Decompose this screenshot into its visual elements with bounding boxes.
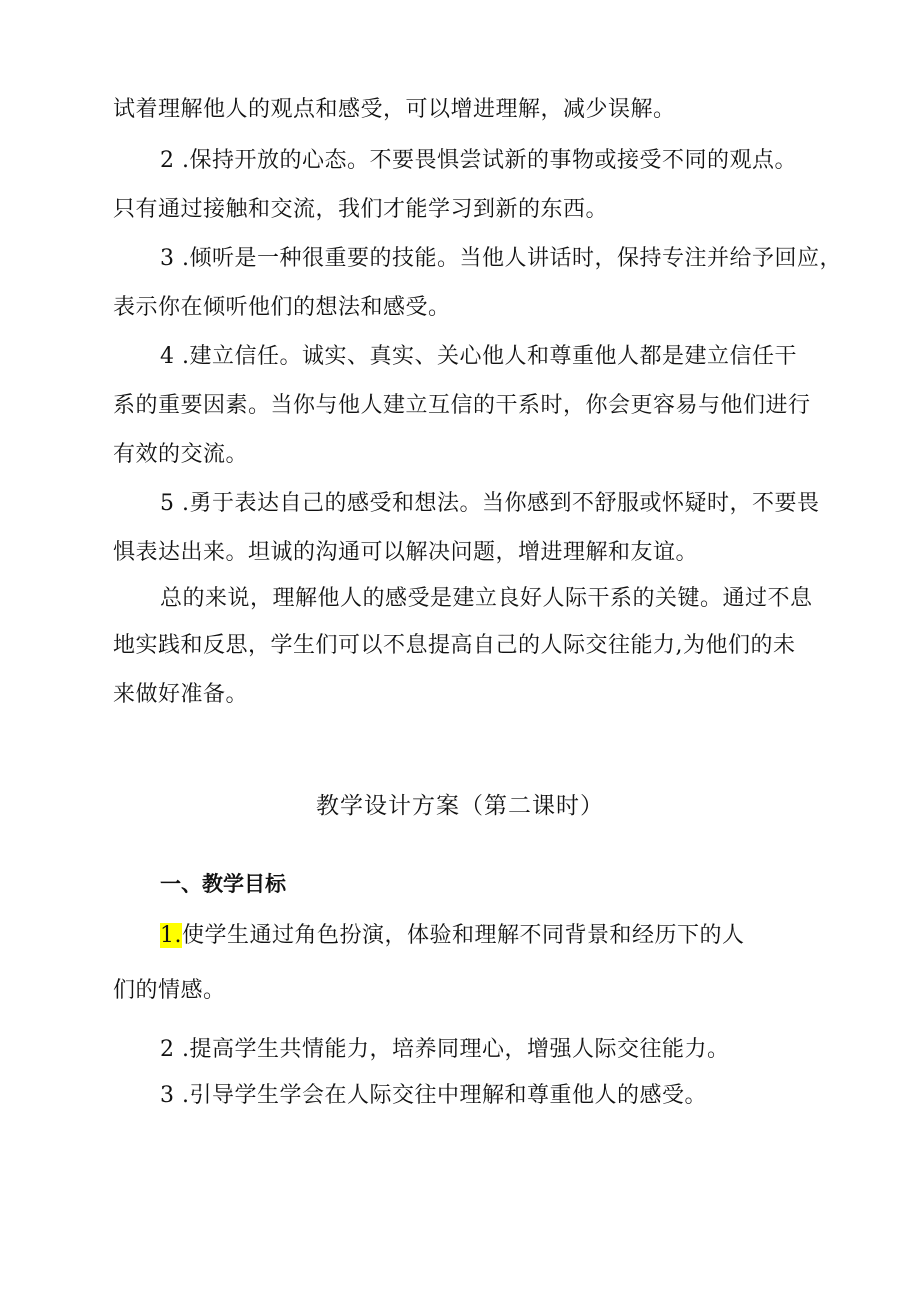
- objective-text: 使学生通过角色扮演，体验和理解不同背景和经历下的人: [182, 923, 745, 948]
- section-title: 教学设计方案（第二课时）: [316, 793, 604, 819]
- paragraph-line: 系的重要因素。当你与他人建立互信的干系时，你会更容易与他们进行: [113, 393, 811, 418]
- objective-item-1: [160, 920, 880, 952]
- paragraph-line: 5 .勇于表达自己的感受和想法。当你感到不舒服或怀疑时，不要畏: [160, 491, 820, 516]
- paragraph-line: 3 .倾听是一种很重要的技能。当他人讲话时，保持专注并给予回应，: [160, 246, 842, 271]
- paragraph-line: 试着理解他人的观点和感受，可以增进理解，减少误解。: [113, 97, 676, 122]
- paragraph-line: 惧表达出来。坦诚的沟通可以解决问题，增进理解和友谊。: [113, 540, 699, 565]
- objective-item-3: 3 .引导学生学会在人际交往中理解和尊重他人的感受。: [160, 1083, 707, 1108]
- paragraph-line: 地实践和反思，学生们可以不息提高自己的人际交往能力,为他们的未: [113, 633, 796, 658]
- paragraph-line: 2 .保持开放的心态。不要畏惧尝试新的事物或接受不同的观点。: [160, 148, 797, 173]
- highlighted-number: 1.: [160, 923, 182, 948]
- paragraph-line: 有效的交流。: [113, 442, 249, 467]
- paragraph-line: 4 .建立信任。诚实、真实、关心他人和尊重他人都是建立信任干: [160, 344, 797, 369]
- paragraph-line: 只有通过接触和交流，我们才能学习到新的东西。: [113, 197, 609, 222]
- paragraph-line: 来做好准备。: [113, 682, 249, 707]
- paragraph-line: 表示你在倾听他们的想法和感受。: [113, 295, 451, 320]
- paragraph-line: 总的来说，理解他人的感受是建立良好人际干系的关键。通过不息: [160, 586, 813, 611]
- objectives-heading: 一、教学目标: [160, 872, 286, 896]
- objective-item-2: 2 .提高学生共情能力，培养同理心，增强人际交往能力。: [160, 1037, 730, 1062]
- paragraph-line: 们的情感。: [113, 978, 226, 1003]
